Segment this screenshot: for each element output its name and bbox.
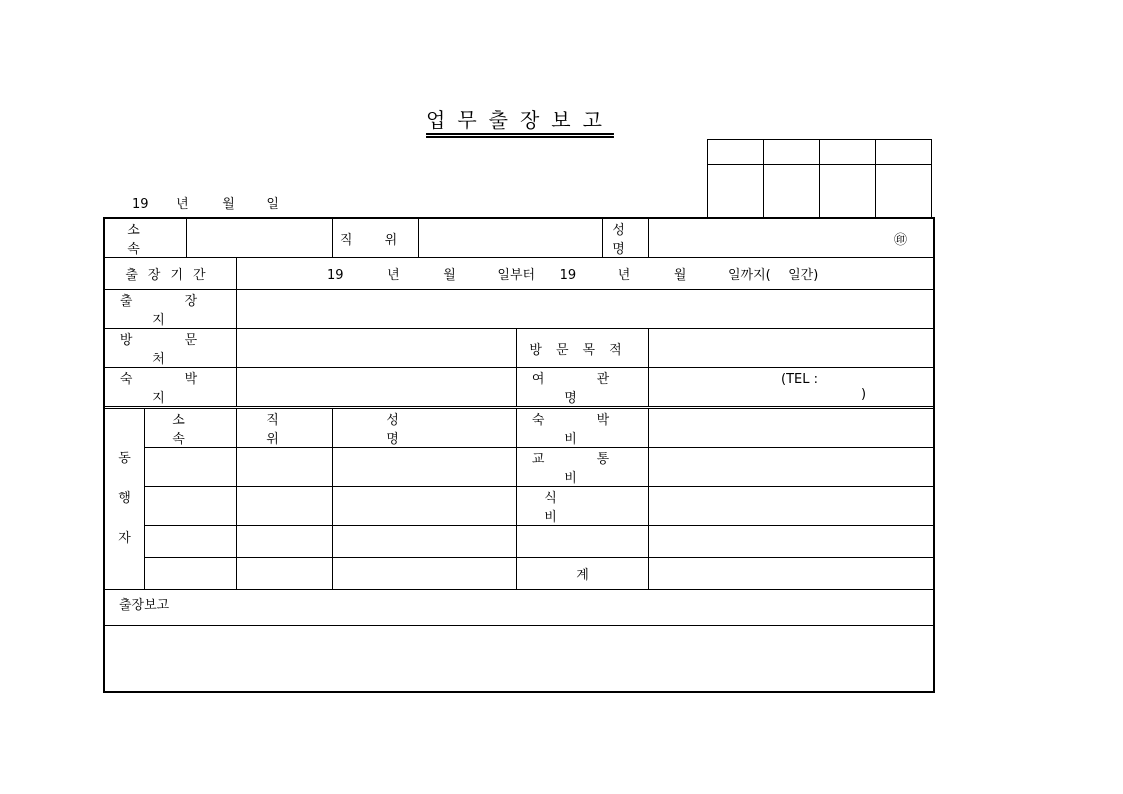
approval-sign-cell[interactable]	[764, 165, 820, 219]
companion-char: 동	[118, 451, 131, 466]
lodging-cost-field[interactable]	[649, 408, 934, 448]
lodging-cost-label: 숙 박 비	[517, 408, 649, 448]
companion-char: 행	[118, 491, 131, 506]
trip-period-field[interactable]	[237, 258, 934, 290]
date-day-label: 일	[266, 197, 279, 212]
visit-purpose-label: 방문목적	[517, 329, 649, 368]
approval-sign-cell[interactable]	[876, 165, 932, 219]
total-field[interactable]	[649, 558, 934, 590]
transport-cost-label: 교 통 비	[517, 448, 649, 487]
period-from-label: 일부터	[497, 268, 536, 283]
report-date	[132, 193, 279, 212]
approval-sign-cell[interactable]	[708, 165, 764, 219]
comp-affiliation-cell[interactable]	[145, 487, 237, 526]
period-year-label: 년	[387, 268, 400, 283]
comp-affiliation-header: 소 속	[145, 408, 237, 448]
period-start-year: 19	[327, 268, 344, 283]
extra-cost-field[interactable]	[649, 526, 934, 558]
approval-cell[interactable]	[708, 140, 764, 165]
lodging-label: 숙 박 지	[105, 368, 237, 408]
visit-place-label: 방 문 처	[105, 329, 237, 368]
trip-report-label: 출장보고	[119, 598, 170, 613]
comp-position-header: 직 위	[237, 408, 333, 448]
approval-sign-cell[interactable]	[820, 165, 876, 219]
total-label: 계	[517, 558, 649, 590]
period-days-label: 일간)	[788, 268, 819, 283]
date-month-label: 월	[222, 197, 235, 212]
name-field[interactable]	[649, 219, 934, 258]
transport-cost-field[interactable]	[649, 448, 934, 487]
comp-affiliation-cell[interactable]	[145, 558, 237, 590]
approval-cell[interactable]	[876, 140, 932, 165]
date-year: 19	[132, 197, 149, 212]
period-year-label: 년	[617, 268, 631, 283]
tel-label: (TEL :	[781, 372, 818, 387]
meal-cost-label: 식 비	[517, 487, 649, 526]
comp-name-header: 성 명	[333, 408, 517, 448]
trip-period-label: 출장기간	[105, 258, 237, 290]
visit-place-field[interactable]	[237, 329, 517, 368]
lodging-field[interactable]	[237, 368, 517, 408]
position-label: 직 위	[333, 219, 419, 258]
trip-place-label: 출 장 지	[105, 290, 237, 329]
trip-place-field[interactable]	[237, 290, 934, 329]
period-month-label: 월	[673, 268, 687, 283]
inn-name-field[interactable]	[649, 368, 934, 408]
tel-close: )	[861, 387, 867, 402]
period-end-year: 19	[559, 268, 577, 283]
name-label: 성 명	[603, 219, 649, 258]
comp-position-cell[interactable]	[237, 526, 333, 558]
document-title: 업무출장보고	[426, 108, 614, 132]
comp-position-cell[interactable]	[237, 558, 333, 590]
comp-position-cell[interactable]	[237, 448, 333, 487]
inn-name-label: 여 관 명	[517, 368, 649, 408]
meal-cost-field[interactable]	[649, 487, 934, 526]
comp-name-cell[interactable]	[333, 558, 517, 590]
companion-char: 자	[118, 531, 131, 546]
trip-report-area[interactable]	[105, 590, 934, 626]
comp-name-cell[interactable]	[333, 526, 517, 558]
seal-mark: ㊞	[894, 232, 908, 248]
period-until-label: 일까지(	[727, 268, 771, 283]
comp-affiliation-cell[interactable]	[145, 526, 237, 558]
affiliation-field[interactable]	[187, 219, 333, 258]
comp-position-cell[interactable]	[237, 487, 333, 526]
visit-purpose-field[interactable]	[649, 329, 934, 368]
extra-cost-label-cell[interactable]	[517, 526, 649, 558]
date-year-label: 년	[176, 197, 189, 212]
approval-cell[interactable]	[764, 140, 820, 165]
approval-box	[707, 139, 932, 219]
affiliation-label: 소 속	[105, 219, 187, 258]
approval-cell[interactable]	[820, 140, 876, 165]
comp-affiliation-cell[interactable]	[145, 448, 237, 487]
comp-name-cell[interactable]	[333, 487, 517, 526]
trip-report-form	[104, 218, 934, 626]
position-field[interactable]	[419, 219, 603, 258]
comp-name-cell[interactable]	[333, 448, 517, 487]
period-month-label: 월	[443, 268, 456, 283]
companion-label	[105, 408, 145, 590]
